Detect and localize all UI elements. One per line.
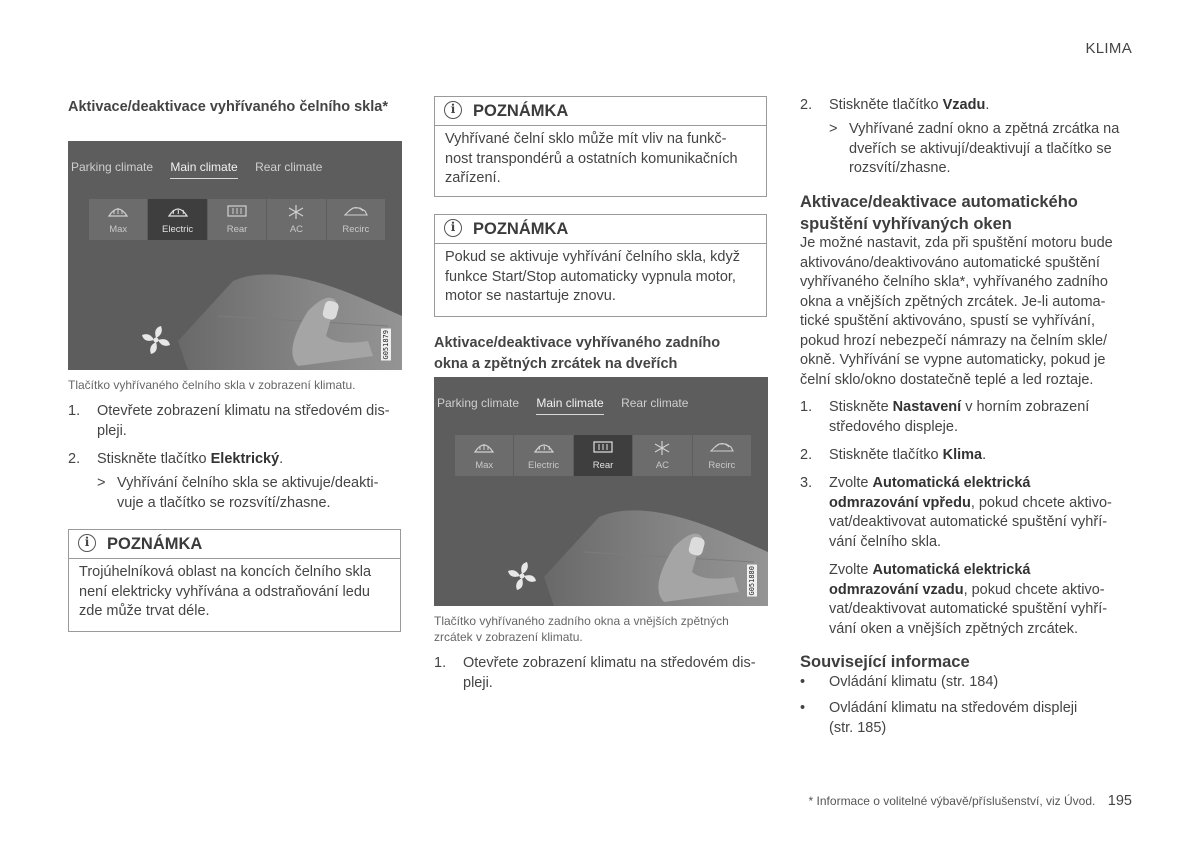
note-line: zde může trvat déle. [79, 603, 210, 619]
note-box-transponders [434, 96, 767, 197]
image-code: G051880 [748, 566, 756, 596]
step-3-front-defrost: 3. Zvolte Automatická elektrická odmrazování vpředu, pokud chcete aktivo- vat/deaktivovat automatické spuštění vyhří- vání čelního skla. [800, 475, 1112, 550]
ac-label: AC [289, 224, 304, 235]
note-line: motor se nastartuje znovu. [445, 288, 616, 304]
climate-screen-image-2 [434, 377, 768, 606]
section-header: KLIMA [1085, 40, 1132, 57]
step-2-press-rear: 2. Stiskněte tlačítko Vzadu. [800, 97, 990, 113]
max-label: Max [475, 460, 494, 471]
max-label: Max [109, 224, 128, 235]
info-icon: i [444, 219, 462, 237]
windshield-seat-illustration [434, 377, 768, 606]
tab-parking-climate: Parking climate [71, 160, 154, 174]
tab-rear-climate: Rear climate [621, 396, 689, 410]
related-link-center-display[interactable]: • Ovládání klimatu na středovém displeji (str. 185) [800, 700, 1078, 736]
tab-main-climate: Main climate [536, 396, 603, 415]
step-2-result: > Vyhřívání čelního skla se aktivuje/deakti- vuje a tlačítko se rozsvítí/zhasne. [97, 475, 379, 511]
caption-rear-window: Tlačítko vyhřívaného zadního okna a vnějších zpětných zrcátek v zobrazení klimatu. [434, 614, 729, 644]
rear-label: Rear [226, 224, 248, 235]
note-line: Trojúhelníková oblast na koncích čelního skla [79, 564, 372, 580]
note-line: není elektricky vyhřívána a odstraňování ledu [79, 583, 370, 600]
heading-windshield: Aktivace/deaktivace vyhřívaného čelního skla* [68, 99, 388, 115]
info-icon: i [444, 101, 462, 119]
heading-related-info: Související informace [800, 653, 970, 671]
tab-parking-climate: Parking climate [437, 396, 520, 410]
page-number: 195 [1107, 793, 1132, 809]
note-title: POZNÁMKA [473, 220, 569, 238]
note-title: POZNÁMKA [473, 102, 569, 120]
related-link-climate-controls[interactable]: • Ovládání klimatu (str. 184) [800, 673, 1140, 693]
note-box-triangle-area [68, 529, 401, 632]
step-1-open-climate-rear: 1. Otevřete zobrazení klimatu na středovém dis- pleji. [434, 655, 756, 691]
heading-rear-window: Aktivace/deaktivace vyhřívaného zadního okna a zpětných zrcátek na dveřích [434, 335, 721, 372]
rear-label: Rear [592, 460, 614, 471]
caption-windshield: Tlačítko vyhřívaného čelního skla v zobrazení klimatu. [68, 378, 356, 392]
bullet: • [800, 674, 806, 690]
step-2-press-electric: 2. Stiskněte tlačítko Elektrický. [68, 451, 284, 467]
tab-rear-climate: Rear climate [255, 160, 323, 174]
windshield-seat-illustration [68, 141, 402, 370]
note-line: zařízení. [445, 170, 501, 186]
note-box-start-stop [434, 214, 767, 317]
electric-label: Electric [528, 460, 560, 471]
note-line: Vyhřívané čelní sklo může mít vliv na funkč- [445, 131, 727, 147]
image-code: G051879 [382, 330, 390, 360]
recirc-label: Recirc [708, 460, 736, 471]
tab-main-climate: Main climate [170, 160, 237, 179]
step-2-climate: 2. Stiskněte tlačítko Klima. [800, 447, 987, 463]
paragraph-auto-start: Je možné nastavit, zda při spuštění motoru bude aktivováno/deaktivováno automatické spuštění vyhřívaného čelního skla*, vyhřívaného zadního okna a vnějších zpětných zrcátek. Je-li automa- tické spuštění aktivováno, spustí se vyhřívání, pokud hrozí nebezpečí námrazy na čelním skle/ okně. Vyhřívání se vypne automaticky, pokud je čelní sklo/okno dostatečně teplé a led roztaje. [800, 235, 1113, 388]
page-footer [809, 792, 1132, 810]
step-1-open-climate: 1. Otevřete zobrazení klimatu na středovém dis- pleji. [68, 403, 390, 439]
note-title: POZNÁMKA [107, 535, 203, 553]
note-line: nost transpondérů a ostatních komunikačních [445, 150, 738, 167]
step-1-settings: 1. Stiskněte Nastavení v horním zobrazení středového displeje. [800, 399, 1090, 435]
step-2-rear-result: > Vyhřívané zadní okno a zpětná zrcátka na dveřích se aktivují/deaktivují a tlačítko se rozsvítí/zhasne. [829, 121, 1120, 176]
heading-auto-start: Aktivace/deaktivace automatického spuštění vyhřívaných oken [800, 193, 1078, 233]
note-line: Pokud se aktivuje vyhřívání čelního skla, když [445, 249, 740, 265]
ac-label: AC [655, 460, 670, 471]
electric-label: Electric [162, 224, 194, 235]
bullet: • [800, 700, 806, 716]
climate-screen-image-1 [68, 141, 402, 370]
footnote: * Informace o volitelné výbavě/příslušenství, viz Úvod. [808, 794, 1096, 808]
info-icon: i [78, 534, 96, 552]
step-3-rear-defrost: Zvolte Automatická elektrická odmrazování vzadu, pokud chcete aktivo- vat/deaktivovat automatické spuštění vyhří- vání oken a vnějších zpětných zrcátek. [829, 562, 1108, 637]
recirc-label: Recirc [342, 224, 370, 235]
note-line: funkce Start/Stop automaticky vypnula motor, [445, 268, 736, 285]
